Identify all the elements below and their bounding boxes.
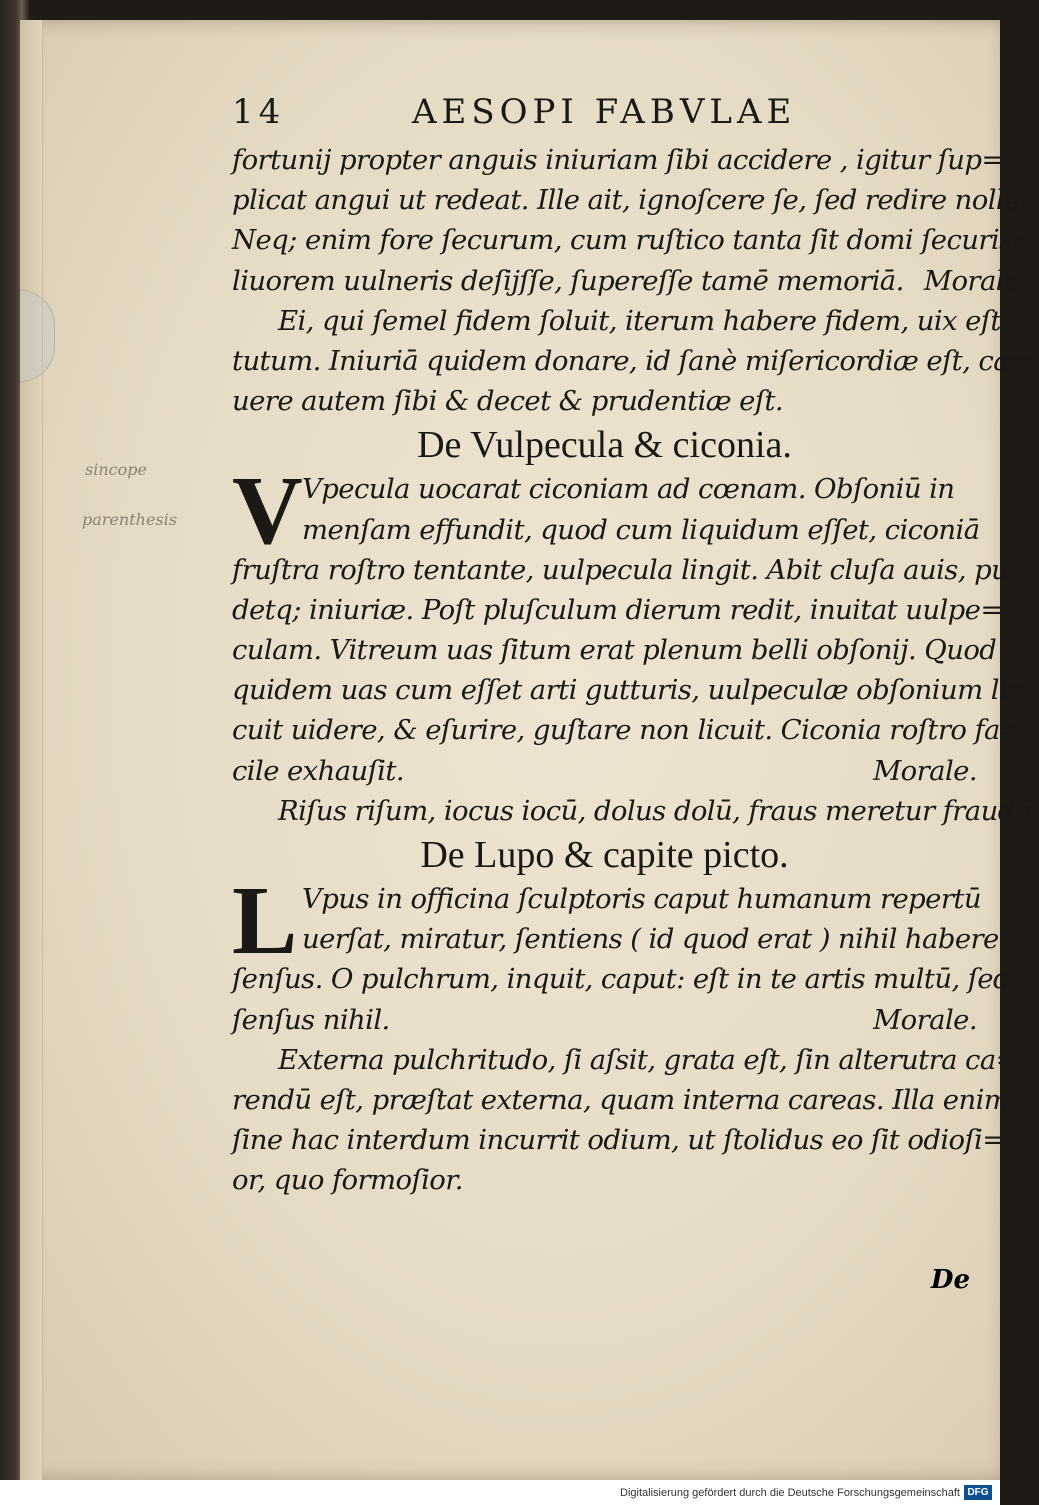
catchword: De — [930, 1265, 970, 1295]
moral-line: ſine hac interdum incurrit odium, ut ſtolidus eo ſit odioſi= — [232, 1124, 1005, 1157]
text-line: plicat angui ut redeat. Ille ait, ignoſcere ſe, ſed redire nolle. — [232, 184, 1028, 217]
moral-line: rendū eſt, præſtat externa, quam interna careas. Illa enim — [232, 1083, 1010, 1116]
morale-tag: Morale. — [923, 264, 1028, 297]
dfg-logo-icon: DFG — [964, 1485, 992, 1500]
text-line: ſenſus. O pulchrum, inquit, caput: eſt in te artis multū, ſed — [232, 963, 1010, 996]
drop-cap-block — [232, 867, 999, 975]
text-line: Neq; enim fore ſecurum, cum ruſtico tanta ſit domi ſecuris: — [232, 224, 1022, 257]
margin-note: sincope — [85, 460, 147, 479]
margin-note: parenthesis — [82, 510, 177, 529]
text-line — [232, 261, 1028, 301]
text-line: culam. Vitreum uas ſitum erat plenum belli obſonij. Quod — [232, 634, 997, 667]
running-title: AESOPI FABVLAE — [412, 92, 797, 132]
moral-line: or, quo formoſior. — [232, 1164, 463, 1197]
morale-tag: Morale. — [873, 754, 977, 787]
text-line: uerſat, miratur, ſentiens ( id quod erat ) nihil habere — [302, 923, 999, 956]
footer-credit: Digitalisierung gefördert durch die Deutsche Forschungsgemeinschaft — [620, 1487, 960, 1499]
moral-line: Ei, qui ſemel fidem ſoluit, iterum habere fidem, uix eſt — [278, 304, 1001, 337]
text-line-body: cile exhauſit. — [232, 754, 404, 787]
drop-cap-initial: V — [232, 457, 303, 566]
morale-tag: Morale. — [873, 1003, 977, 1036]
text-line: cuit uidere, & eſurire, guſtare non licuit. Ciconia roſtro fa= — [232, 714, 1023, 747]
text-line — [232, 751, 977, 791]
text-line: detq; iniuriæ. Poſt pluſculum dierum redit, inuitat uulpe= — [232, 593, 1003, 626]
moral-line: Externa pulchritudo, ſi aſsit, grata eſt, ſin alterutra ca= — [278, 1043, 1019, 1076]
text-line-body: ſenſus nihil. — [232, 1003, 390, 1036]
page-number: 14 — [232, 92, 286, 132]
digitization-footer — [0, 1480, 1000, 1505]
text-line: Vpecula uocarat ciconiam ad cœnam. Obſoniū in — [302, 473, 955, 506]
text-line — [232, 1000, 977, 1040]
text-line: menſam effundit, quod cum liquidum eſſet, ciconiā — [302, 513, 980, 546]
text-line: fruſtra roſtro tentante, uulpecula lingit. Abit cluſa auis, pu — [232, 553, 1009, 586]
text-column — [232, 92, 1039, 1201]
moral-line: Riſus riſum, iocus iocū, dolus dolū, fraus meretur fraudē. — [278, 794, 1039, 827]
text-line: quidem uas cum eſſet arti gutturis, uulpeculæ obſonium li= — [232, 674, 1030, 707]
moral-line: tutum. Iniuriā quidem donare, id ſanè miſericordiæ eſt, ca= — [232, 344, 1032, 377]
text-line: Vpus in officina ſculptoris caput humanum repertū — [302, 883, 981, 915]
page-edge — [20, 20, 43, 1480]
drop-cap-initial: L — [232, 867, 298, 975]
clip-shadow — [20, 290, 55, 382]
drop-cap-block — [232, 457, 980, 566]
moral-line: uere autem ſibi & decet & prudentiæ eſt. — [232, 385, 784, 418]
text-line: fortunij propter anguis iniuriam ſibi accidere , igitur ſup= — [232, 144, 1004, 176]
running-head — [232, 92, 977, 140]
text-line-body: liuorem uulneris deſijſſe, ſupereſſe tamē memoriā. — [232, 264, 904, 297]
fable-heading: De Vulpecula & ciconia. — [417, 424, 792, 467]
fable-heading: De Lupo & capite picto. — [420, 834, 789, 876]
book-page — [20, 20, 1039, 1480]
